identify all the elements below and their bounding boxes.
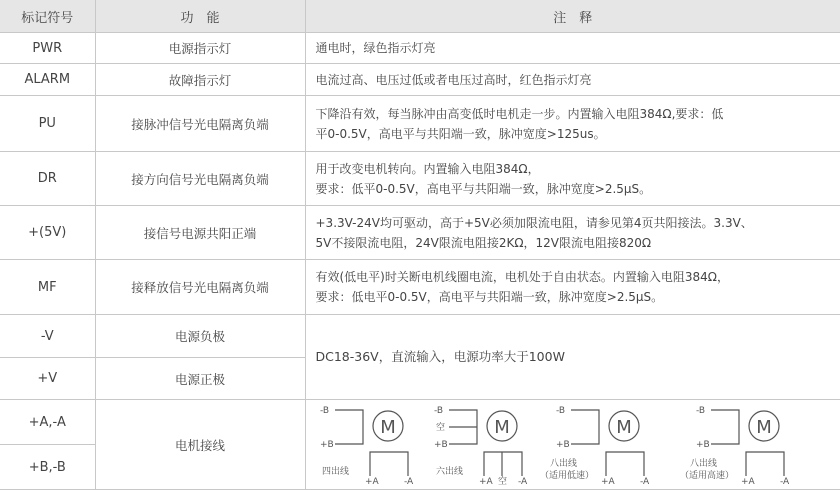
pin-label: +B (320, 440, 334, 450)
coil-b-wire (711, 410, 739, 444)
table-row (0, 206, 840, 260)
pin-label: +A (741, 477, 756, 486)
pin-label: -A (780, 477, 790, 486)
note-line: +3.3V-24V均可驱动，高于+5V必须加限流电阻，请参见第4页共阳接法。3.3V、 (316, 213, 840, 233)
header-note: 注 释 (305, 0, 840, 33)
function: 电源正极 (95, 358, 305, 400)
table-row (0, 96, 840, 152)
pin-label: +B (434, 440, 448, 450)
note-line: 下降沿有效，每当脉冲由高变低时电机走一步。内置输入电阻384Ω,要求：低 (316, 104, 840, 124)
symbol: +V (0, 358, 95, 400)
motor-label: M (756, 417, 772, 438)
pin-label: -A (404, 477, 414, 486)
wiring-diagrams (305, 400, 840, 490)
note (305, 206, 840, 260)
note-line: 用于改变电机转向。内置输入电阻384Ω， (316, 159, 840, 179)
function: 接信号电源共阳正端 (95, 206, 305, 260)
function: 接方向信号光电隔离负端 (95, 152, 305, 206)
coil-a-wire (606, 452, 644, 476)
motor-label: M (380, 417, 396, 438)
note (305, 152, 840, 206)
motor-wiring-diagram (306, 400, 840, 486)
symbol: +(5V) (0, 206, 95, 260)
diagram-label: 四出线 (322, 465, 349, 477)
table-row (0, 315, 840, 358)
motor-label: M (494, 417, 510, 438)
diagram-label: （适用低速） (540, 469, 594, 481)
motor-label: M (616, 417, 632, 438)
pin-label: +A (479, 477, 494, 486)
note (305, 96, 840, 152)
diagram-label: （适用高速） (680, 469, 734, 481)
symbol: +B,-B (0, 445, 95, 490)
symbol: ALARM (0, 64, 95, 96)
coil-a-wire (484, 452, 522, 476)
coil-b-wire (571, 410, 599, 444)
note-line: 有效(低电平)时关断电机线圈电流，电机处于自由状态。内置输入电阻384Ω， (316, 267, 840, 287)
pin-label: -A (518, 477, 528, 486)
coil-a-wire (746, 452, 784, 476)
note: 通电时，绿色指示灯亮 (305, 33, 840, 64)
pin-label: -A (640, 477, 650, 486)
pin-label: -B (320, 406, 329, 416)
note (305, 260, 840, 315)
note: 电流过高、电压过低或者电压过高时，红色指示灯亮 (305, 64, 840, 96)
table-row (0, 152, 840, 206)
header-row (0, 0, 840, 33)
table-row (0, 400, 840, 445)
diagram-label: 八出线 (690, 457, 717, 469)
header-symbol: 标记符号 (0, 0, 95, 33)
symbol: MF (0, 260, 95, 315)
pin-label: +A (601, 477, 616, 486)
pin-label: -B (696, 406, 705, 416)
table-row (0, 64, 840, 96)
function: 接脉冲信号光电隔离负端 (95, 96, 305, 152)
diagram-label: 八出线 (550, 457, 577, 469)
pin-label: 空 (436, 421, 445, 433)
function: 电源负极 (95, 315, 305, 358)
coil-b-wire (335, 410, 363, 444)
note-line: 平0-0.5V，高电平与共阳端一致，脉冲宽度>125us。 (316, 124, 840, 144)
pin-label: +A (365, 477, 380, 486)
pin-label: -B (434, 406, 443, 416)
header-function: 功 能 (95, 0, 305, 33)
function: 电机接线 (95, 400, 305, 490)
note-line: 5V不接限流电阻，24V限流电阻接2KΩ，12V限流电阻接820Ω (316, 233, 840, 253)
symbol: DR (0, 152, 95, 206)
note-line: 要求：低平0-0.5V，高电平与共阳端一致，脉冲宽度>2.5μS。 (316, 179, 840, 199)
diagram-label: 六出线 (436, 465, 463, 477)
pin-label: 空 (498, 475, 507, 486)
coil-a-wire (370, 452, 408, 476)
table-row (0, 33, 840, 64)
table-row (0, 260, 840, 315)
pin-label: +B (556, 440, 570, 450)
pin-label: +B (696, 440, 710, 450)
symbol: -V (0, 315, 95, 358)
note: DC18-36V，直流输入，电源功率大于100W (305, 315, 840, 400)
symbol: PU (0, 96, 95, 152)
symbol: +A,-A (0, 400, 95, 445)
symbol: PWR (0, 33, 95, 64)
pin-label: -B (556, 406, 565, 416)
function: 故障指示灯 (95, 64, 305, 96)
note-line: 要求：低电平0-0.5V，高电平与共阳端一致，脉冲宽度>2.5μS。 (316, 287, 840, 307)
function: 电源指示灯 (95, 33, 305, 64)
function: 接释放信号光电隔离负端 (95, 260, 305, 315)
